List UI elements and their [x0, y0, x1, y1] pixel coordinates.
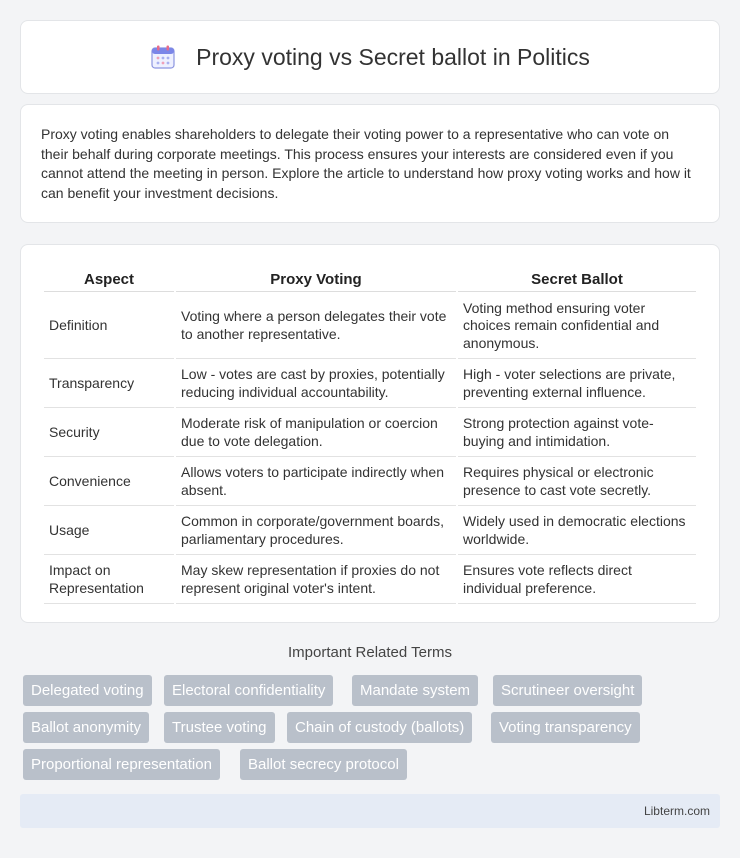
header-aspect: Aspect: [44, 267, 174, 292]
table-row: [44, 508, 696, 555]
page-title: Proxy voting vs Secret ballot in Politics: [196, 43, 590, 70]
cell-secret: Requires physical or electronic presence to cast vote secretly.: [458, 459, 696, 506]
related-term-tag[interactable]: Mandate system: [352, 675, 478, 706]
cell-aspect: Impact on Representation: [44, 557, 174, 604]
related-terms-title: Important Related Terms: [288, 644, 452, 661]
related-term-tag[interactable]: Ballot anonymity: [23, 712, 149, 743]
related-term-tag[interactable]: Scrutineer oversight: [493, 675, 642, 706]
cell-proxy: Moderate risk of manipulation or coercion due to vote delegation.: [176, 410, 456, 457]
table-header-row: [44, 267, 696, 292]
cell-secret: Strong protection against vote-buying and intimidation.: [458, 410, 696, 457]
cell-aspect: Definition: [44, 294, 174, 359]
cell-proxy: Common in corporate/government boards, parliamentary procedures.: [176, 508, 456, 555]
related-term-tag[interactable]: Electoral confidentiality: [164, 675, 333, 706]
comparison-card: [20, 244, 720, 623]
cell-proxy: Allows voters to participate indirectly when absent.: [176, 459, 456, 506]
related-term-tag[interactable]: Voting transparency: [491, 712, 640, 743]
related-term-tag[interactable]: Ballot secrecy protocol: [240, 749, 407, 780]
cell-aspect: Security: [44, 410, 174, 457]
table-row: [44, 459, 696, 506]
related-term-tag[interactable]: Delegated voting: [23, 675, 152, 706]
cell-secret: Widely used in democratic elections worldwide.: [458, 508, 696, 555]
table-row: [44, 294, 696, 359]
cell-proxy: Low - votes are cast by proxies, potentially reducing individual accountability.: [176, 361, 456, 408]
cell-aspect: Transparency: [44, 361, 174, 408]
cell-proxy: Voting where a person delegates their vote to another representative.: [176, 294, 456, 359]
cell-aspect: Usage: [44, 508, 174, 555]
cell-secret: High - voter selections are private, preventing external influence.: [458, 361, 696, 408]
comparison-table: [42, 265, 698, 606]
table-row: [44, 361, 696, 408]
header-proxy-voting: Proxy Voting: [176, 267, 456, 292]
intro-text: Proxy voting enables shareholders to delegate their voting power to a representative who can vote on their behalf during corporate meetings. This process ensures your interests are considered even if you cannot attend the meeting in person. Explore the article to understand how proxy voting works and how it can benefit your investment decisions.: [41, 126, 691, 201]
cell-proxy: May skew representation if proxies do not represent original voter's intent.: [176, 557, 456, 604]
related-term-tag[interactable]: Chain of custody (ballots): [287, 712, 472, 743]
cell-secret: Voting method ensuring voter choices remain confidential and anonymous.: [458, 294, 696, 359]
header-card: [20, 20, 720, 94]
footer-site-link[interactable]: Libterm.com: [643, 804, 710, 818]
calendar-icon: [150, 44, 176, 70]
header-secret-ballot: Secret Ballot: [458, 267, 696, 292]
intro-card: [20, 104, 720, 223]
cell-secret: Ensures vote reflects direct individual preference.: [458, 557, 696, 604]
footer: [20, 794, 720, 828]
cell-aspect: Convenience: [44, 459, 174, 506]
table-row: [44, 410, 696, 457]
related-term-tag[interactable]: Proportional representation: [23, 749, 220, 780]
related-term-tag[interactable]: Trustee voting: [164, 712, 275, 743]
table-row: [44, 557, 696, 604]
